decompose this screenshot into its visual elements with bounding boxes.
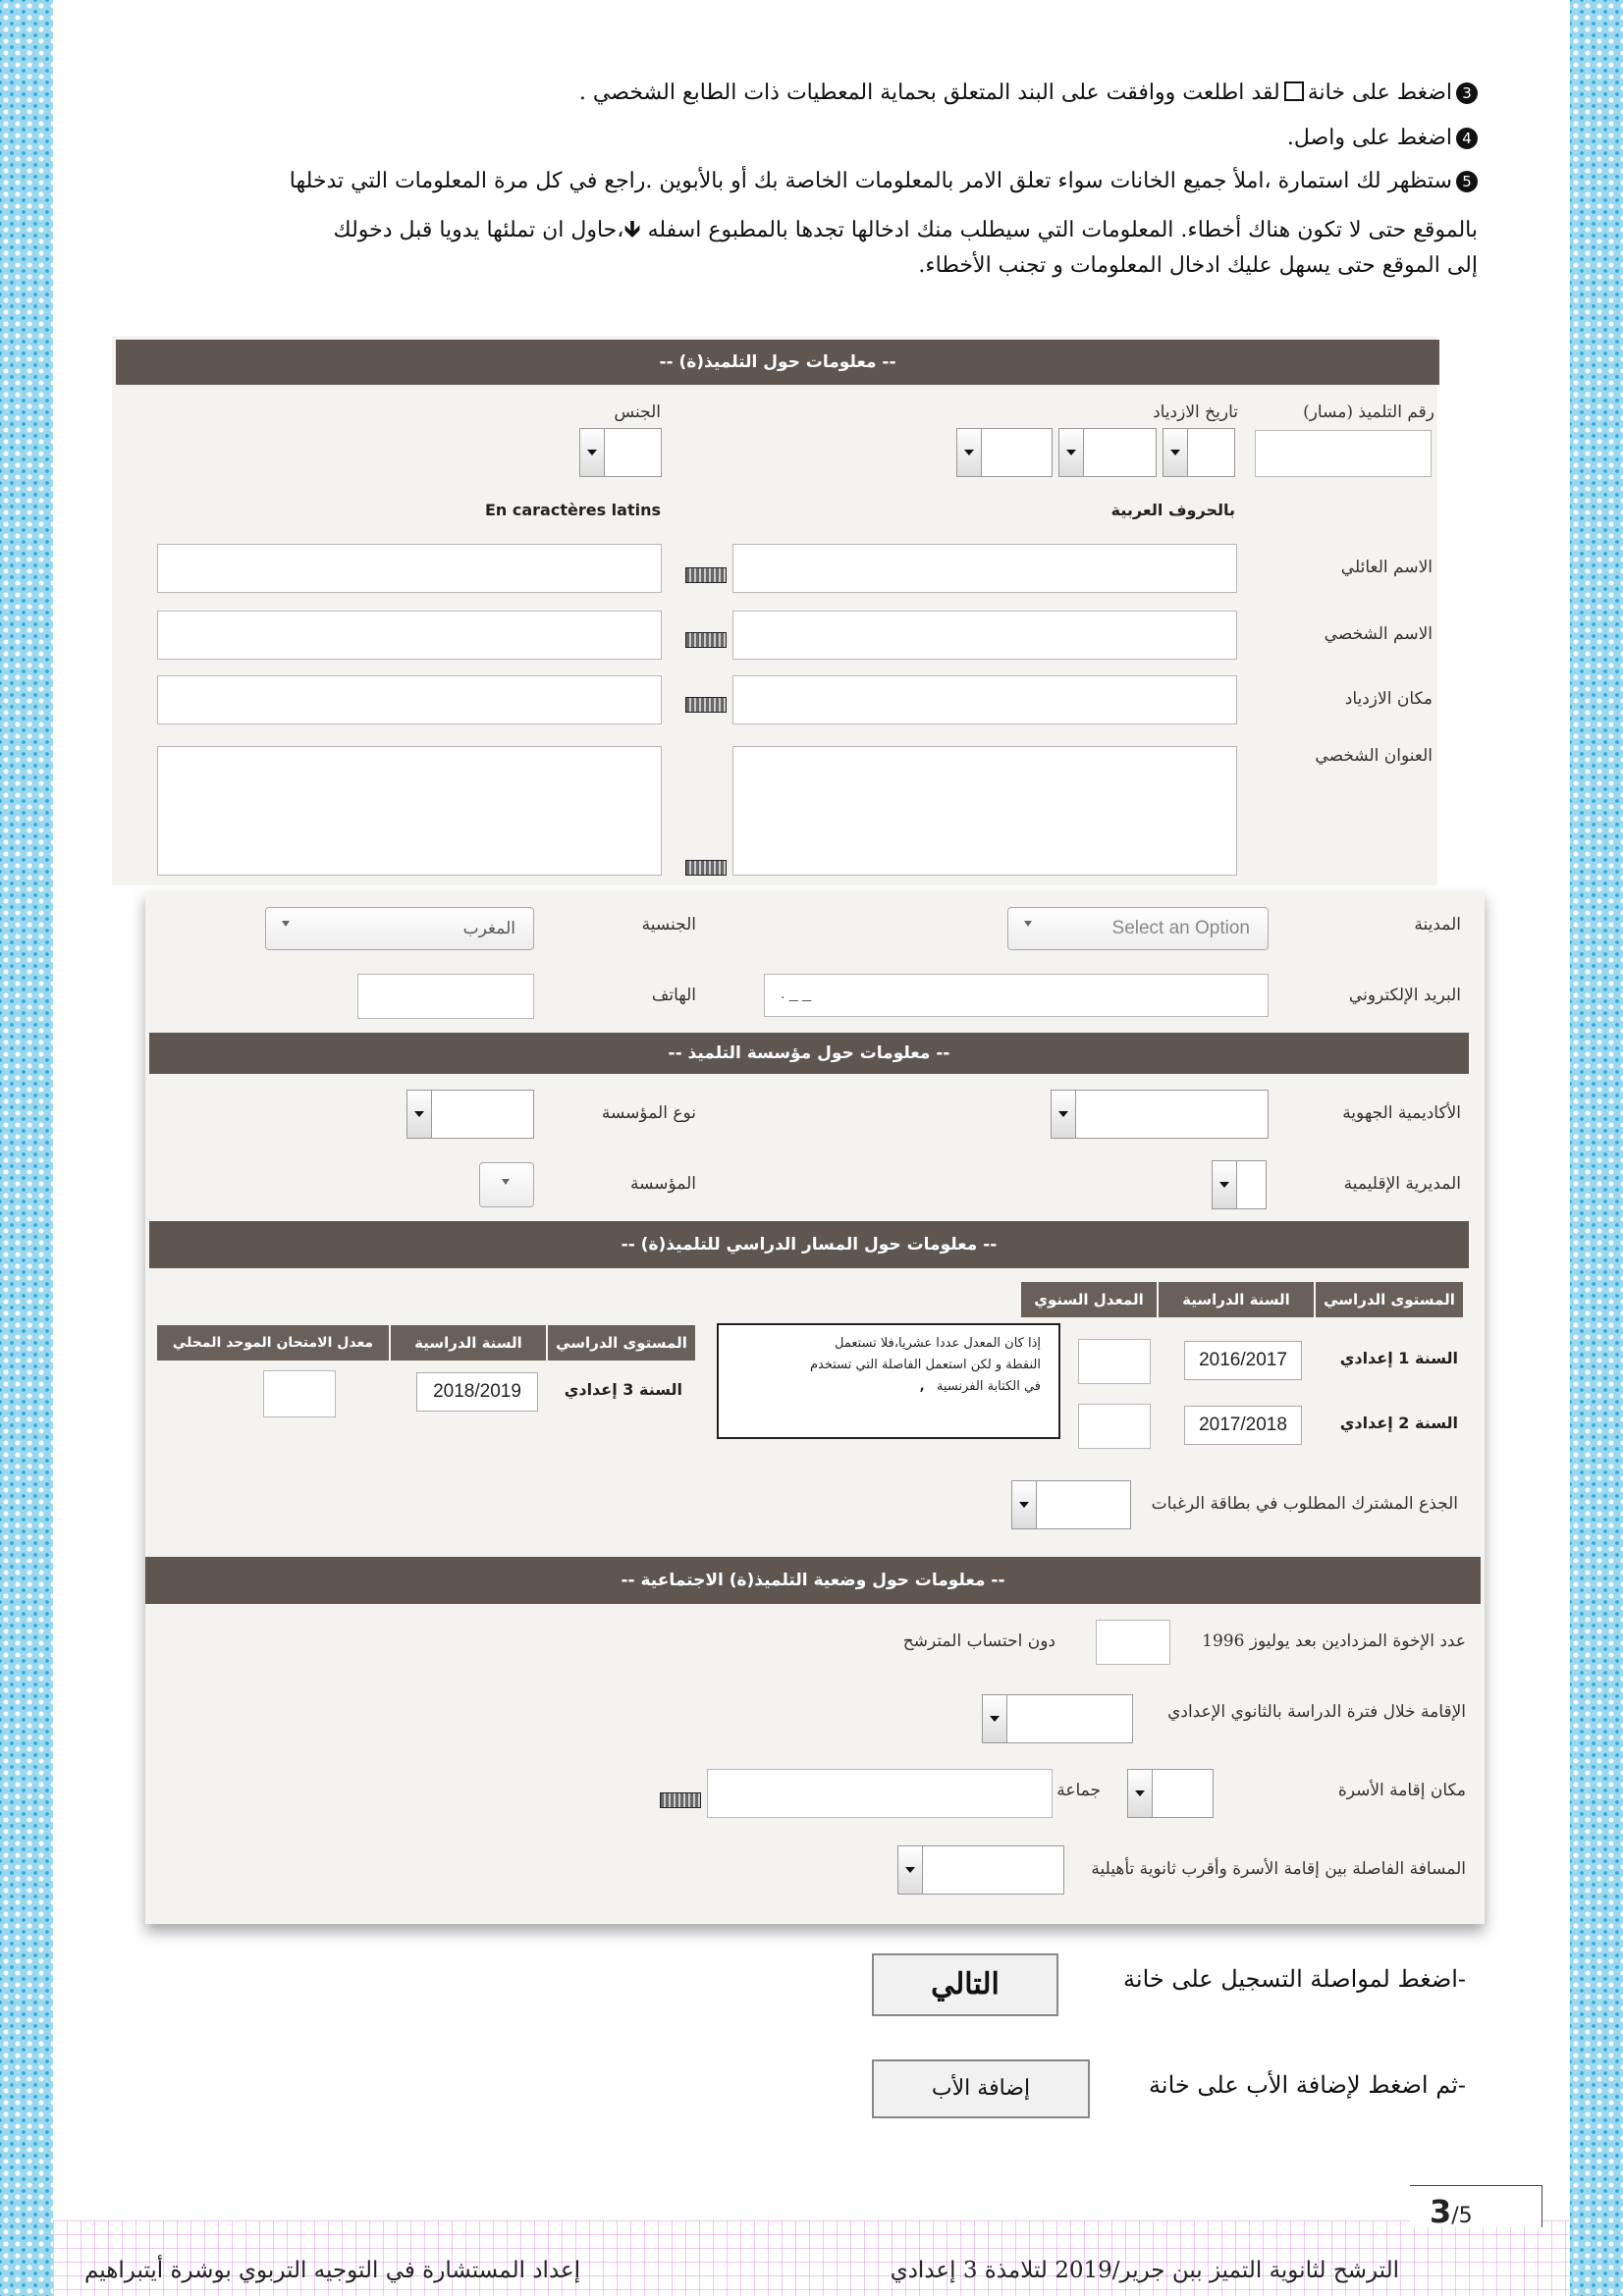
birth-place-latin-input[interactable]	[157, 675, 662, 724]
family-name-label: الاسم العائلي	[1340, 558, 1433, 577]
instruction-step-5-line-3: إلى الموقع حتى يسهل عليك ادخال المعلومات و تجنب الأخطاء.	[918, 253, 1478, 278]
institution-select[interactable]	[479, 1162, 534, 1207]
nationality-label: الجنسية	[641, 915, 696, 934]
col-header-local-exam-average: معدل الامتحان الموحد المحلي	[157, 1325, 389, 1361]
next-instruction: -اضغط لمواصلة التسجيل على خانة	[1123, 1965, 1466, 1993]
birth-month-select[interactable]	[1058, 428, 1157, 477]
first-name-arabic-input[interactable]	[732, 611, 1237, 660]
academy-select[interactable]	[1051, 1090, 1269, 1139]
col-header-level: المستوى الدراسي	[1316, 1282, 1463, 1317]
arabic-letters-header: بالحروف العربية	[1110, 501, 1235, 519]
common-core-label: الجذع المشترك المطلوب في بطاقة الرغبات	[1151, 1494, 1458, 1514]
chevron-down-icon	[1024, 921, 1032, 927]
level-year-2: السنة 2 إعدادي	[1339, 1414, 1458, 1432]
col-header-year-3: السنة الدراسية	[391, 1325, 546, 1361]
first-name-latin-input[interactable]	[157, 611, 662, 660]
add-father-button[interactable]: إضافة الأب	[872, 2059, 1090, 2118]
decorative-border-left	[0, 0, 53, 2296]
instruction-step-5-line-2: بالموقع حتى لا تكون هناك أخطاء. المعلومات التي سيطلب منك ادخالها تجدها بالمطبوع اسفله 🡻،حاول ان تملئها يدويا قبل دخولك	[333, 215, 1478, 242]
step-number: 5	[1456, 171, 1478, 192]
student-section-header: -- معلومات حول التلميذ(ة) --	[116, 340, 1439, 385]
commune-input[interactable]	[707, 1769, 1053, 1818]
level-year-3: السنة 3 إعدادي	[564, 1380, 682, 1399]
family-name-latin-input[interactable]	[157, 544, 662, 593]
arrow-down-icon: 🡻	[623, 215, 641, 242]
directorate-select[interactable]	[1212, 1160, 1267, 1209]
chevron-down-icon	[580, 429, 605, 476]
decorative-border-right	[1570, 0, 1623, 2296]
institution-type-label: نوع المؤسسة	[601, 1103, 696, 1123]
family-residence-label: مكان إقامة الأسرة	[1337, 1781, 1466, 1800]
step-number: 4	[1456, 128, 1478, 149]
first-name-label: الاسم الشخصي	[1324, 624, 1433, 644]
phone-label: الهاتف	[651, 986, 696, 1005]
institution-section-header: -- معلومات حول مؤسسة التلميذ --	[149, 1033, 1469, 1074]
family-name-arabic-input[interactable]	[732, 544, 1237, 593]
chevron-down-icon	[502, 1179, 510, 1185]
step-number: 3	[1456, 82, 1478, 104]
birth-day-select[interactable]	[1163, 428, 1235, 477]
residence-select[interactable]	[982, 1694, 1133, 1743]
footer-right-text: الترشح لثانوية التميز ببن جرير/2019 لتلامذة 3 إعدادي	[890, 2258, 1399, 2283]
directorate-label: المديرية الإقليمية	[1343, 1174, 1461, 1194]
chevron-down-icon	[898, 1846, 923, 1894]
keyboard-icon[interactable]	[685, 860, 727, 876]
commune-label: جماعة	[1056, 1781, 1101, 1800]
level-year-1: السنة 1 إعدادي	[1339, 1349, 1458, 1367]
gender-select[interactable]	[579, 428, 662, 477]
average-1-input[interactable]	[1078, 1339, 1151, 1384]
chevron-down-icon	[1163, 429, 1188, 476]
gender-label: الجنس	[614, 402, 661, 422]
email-label: البريد الإلكتروني	[1348, 986, 1461, 1005]
instruction-step-4: 4اضغط على واصل.	[1287, 126, 1478, 150]
siblings-label: عدد الإخوة المزدادين بعد يوليوز 1996	[1202, 1631, 1466, 1651]
academy-label: الأكاديمية الجهوية	[1342, 1103, 1461, 1123]
student-number-label: رقم التلميذ (مسار)	[1303, 402, 1434, 422]
family-residence-select[interactable]	[1127, 1769, 1214, 1818]
keyboard-icon[interactable]	[660, 1792, 701, 1808]
birth-date-label: تاريخ الازدياد	[1153, 402, 1238, 422]
address-latin-textarea[interactable]	[157, 746, 662, 876]
student-number-input[interactable]	[1255, 430, 1432, 477]
chevron-down-icon	[407, 1091, 432, 1138]
birth-place-arabic-input[interactable]	[732, 675, 1237, 724]
decimal-note-box: إذا كان المعدل عددا عشريا،فلا تستعمل النقطة و لكن استعمل الفاصلة التي تستخدم في الكتابة الفرنسية ,	[717, 1323, 1060, 1439]
study-section-header: -- معلومات حول المسار الدراسي للتلميذ(ة) --	[149, 1221, 1469, 1268]
social-section-header: -- معلومات حول وضعية التلميذ(ة) الاجتماعية --	[145, 1557, 1481, 1604]
distance-select[interactable]	[897, 1845, 1064, 1895]
nationality-select[interactable]: المغرب	[265, 907, 534, 950]
next-button[interactable]: التالي	[872, 1953, 1058, 2016]
residence-label: الإقامة خلال فترة الدراسة بالثانوي الإعدادي	[1167, 1702, 1466, 1722]
chevron-down-icon	[1012, 1481, 1037, 1528]
col-header-level-3: المستوى الدراسي	[548, 1325, 695, 1361]
latin-letters-header: En caractères latins	[484, 501, 661, 519]
checkbox-icon	[1284, 81, 1304, 101]
address-arabic-textarea[interactable]	[732, 746, 1237, 876]
chevron-down-icon	[1052, 1091, 1076, 1138]
keyboard-icon[interactable]	[685, 567, 727, 583]
col-header-year: السنة الدراسية	[1159, 1282, 1314, 1317]
siblings-input[interactable]	[1096, 1620, 1170, 1665]
chevron-down-icon	[1128, 1770, 1153, 1817]
col-header-annual-average: المعدل السنوي	[1021, 1282, 1157, 1317]
birth-year-select[interactable]	[956, 428, 1053, 477]
birth-place-label: مكان الازدياد	[1344, 689, 1433, 709]
email-input[interactable]: . _ _	[764, 974, 1269, 1017]
instruction-step-5-line-1: 5ستظهر لك استمارة ،املأ جميع الخانات سواء تعلق الامر بالمعلومات الخاصة بك أو بالأبوين .راجع في كل مرة المعلومات التي تدخلها	[290, 169, 1478, 193]
footer-left-text: إعداد المستشارة في التوجيه التربوي بوشرة أيتبراهيم	[84, 2258, 581, 2283]
page-number: 3/5	[1430, 2193, 1473, 2230]
chevron-down-icon	[282, 921, 290, 927]
common-core-select[interactable]	[1011, 1480, 1131, 1529]
year-1-input[interactable]: 2016/2017	[1184, 1341, 1302, 1380]
city-select[interactable]: Select an Option	[1007, 907, 1269, 950]
address-label: العنوان الشخصي	[1315, 746, 1433, 766]
institution-label: المؤسسة	[629, 1174, 696, 1194]
chevron-down-icon	[1213, 1161, 1237, 1208]
year-2-input[interactable]: 2017/2018	[1184, 1406, 1302, 1445]
siblings-suffix: دون احتساب المترشح	[902, 1631, 1055, 1651]
city-label: المدينة	[1414, 915, 1461, 934]
keyboard-icon[interactable]	[685, 632, 727, 648]
instruction-step-3: 3اضغط على خانةلقد اطلعت ووافقت على البند المتعلق بحماية المعطيات ذات الطابع الشخصي .	[579, 80, 1478, 105]
chevron-down-icon	[1059, 429, 1084, 476]
distance-label: المسافة الفاصلة بين إقامة الأسرة وأقرب ثانوية تأهيلية	[1091, 1859, 1466, 1879]
institution-type-select[interactable]	[406, 1090, 534, 1139]
add-father-instruction: -ثم اضغط لإضافة الأب على خانة	[1149, 2071, 1466, 2099]
year-3-input[interactable]: 2018/2019	[416, 1372, 538, 1412]
keyboard-icon[interactable]	[685, 697, 727, 713]
local-exam-average-input[interactable]	[263, 1370, 336, 1417]
phone-input[interactable]	[357, 974, 534, 1019]
chevron-down-icon	[983, 1695, 1007, 1742]
chevron-down-icon	[957, 429, 982, 476]
average-2-input[interactable]	[1078, 1404, 1151, 1449]
